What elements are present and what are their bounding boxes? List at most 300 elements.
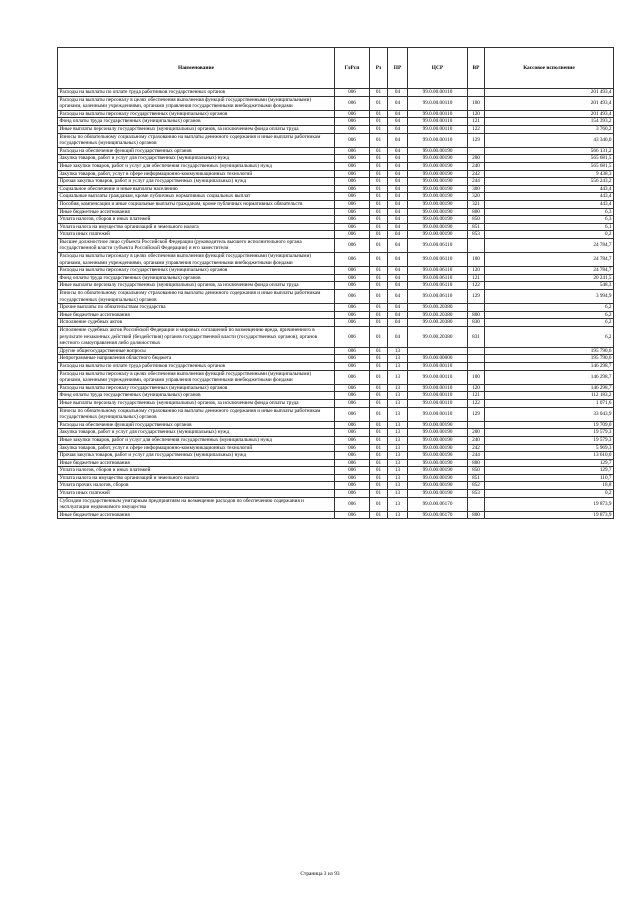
table-row bbox=[58, 384, 614, 392]
table-row bbox=[58, 125, 614, 133]
cell-rz: 01 bbox=[370, 133, 388, 147]
table-row bbox=[58, 452, 614, 460]
cell-pr: 04 bbox=[388, 162, 408, 170]
cell-rz: 01 bbox=[370, 274, 388, 282]
cell-vr: 100 bbox=[468, 370, 485, 384]
table-row bbox=[58, 436, 614, 444]
cell-grbs: 006 bbox=[335, 89, 370, 97]
cell-grbs: 006 bbox=[335, 110, 370, 118]
cell-grbs: 006 bbox=[335, 223, 370, 231]
cell-csr: 99.0.00.00110 bbox=[408, 110, 468, 118]
cell-pr: 04 bbox=[388, 178, 408, 186]
cell-sum: 6,1 bbox=[485, 223, 614, 231]
cell-sum: 6,2 bbox=[485, 319, 614, 327]
cell-vr: 830 bbox=[468, 319, 485, 327]
cell-csr: 99.0.00.00190 bbox=[408, 421, 468, 429]
cell-vr: 100 bbox=[468, 253, 485, 267]
cell-sum: 6,2 bbox=[485, 327, 614, 348]
cell-sum: 443,4 bbox=[485, 185, 614, 193]
cell-pr: 13 bbox=[388, 421, 408, 429]
cell-pr: 04 bbox=[388, 147, 408, 155]
cell-pr: 13 bbox=[388, 497, 408, 511]
cell-name: Уплата иных платежей bbox=[58, 231, 335, 239]
cell-sum: 548,3 bbox=[485, 282, 614, 290]
table-row bbox=[58, 347, 614, 355]
header-grbs: ГлРсп bbox=[335, 48, 370, 89]
cell-csr: 99.0.00.00190 bbox=[408, 490, 468, 498]
cell-pr: 04 bbox=[388, 125, 408, 133]
cell-grbs: 006 bbox=[335, 497, 370, 511]
cell-csr: 99.0.00.00190 bbox=[408, 162, 468, 170]
document-page bbox=[57, 47, 613, 519]
table-row bbox=[58, 511, 614, 519]
cell-vr: 853 bbox=[468, 231, 485, 239]
table-row bbox=[58, 253, 614, 267]
cell-vr: 320 bbox=[468, 193, 485, 201]
cell-rz: 01 bbox=[370, 110, 388, 118]
cell-grbs: 006 bbox=[335, 147, 370, 155]
cell-name: Иные выплаты персоналу государственных (муниципальных) органов, за исключением фонда оплаты труда bbox=[58, 125, 335, 133]
cell-name: Иные бюджетные ассигнования bbox=[58, 511, 335, 519]
cell-pr: 04 bbox=[388, 89, 408, 97]
cell-name: Уплата прочих налогов, сборов bbox=[58, 482, 335, 490]
cell-pr: 13 bbox=[388, 384, 408, 392]
cell-rz: 01 bbox=[370, 178, 388, 186]
cell-rz: 01 bbox=[370, 399, 388, 407]
cell-rz: 01 bbox=[370, 216, 388, 224]
cell-pr: 13 bbox=[388, 511, 408, 519]
cell-vr bbox=[468, 421, 485, 429]
cell-rz: 01 bbox=[370, 459, 388, 467]
cell-csr: 99.0.00.20380 bbox=[408, 304, 468, 312]
cell-csr: 99.0.00.00190 bbox=[408, 193, 468, 201]
cell-grbs: 006 bbox=[335, 474, 370, 482]
cell-csr: 99.0.00.00190 bbox=[408, 147, 468, 155]
table-row bbox=[58, 216, 614, 224]
cell-pr: 04 bbox=[388, 170, 408, 178]
cell-pr: 04 bbox=[388, 185, 408, 193]
cell-name: Прочая закупка товаров, работ и услуг для государственных (муниципальных) нужд bbox=[58, 452, 335, 460]
cell-sum: 18,8 bbox=[485, 482, 614, 490]
cell-sum: 24 784,7 bbox=[485, 267, 614, 275]
cell-vr: 850 bbox=[468, 467, 485, 475]
cell-sum: 0,2 bbox=[485, 490, 614, 498]
table-row bbox=[58, 170, 614, 178]
cell-pr: 04 bbox=[388, 319, 408, 327]
cell-rz: 01 bbox=[370, 392, 388, 400]
cell-sum: 6,3 bbox=[485, 216, 614, 224]
cell-name: Социальные выплаты гражданам, кроме публичных нормативных социальных выплат bbox=[58, 193, 335, 201]
cell-name: Непрограммные направления областного бюджета bbox=[58, 355, 335, 363]
cell-pr: 13 bbox=[388, 392, 408, 400]
cell-pr: 04 bbox=[388, 290, 408, 304]
table-row bbox=[58, 370, 614, 384]
cell-sum: 33 043,9 bbox=[485, 407, 614, 421]
cell-name: Иные закупки товаров, работ и услуг для обеспечения государственных (муниципальных) нужд bbox=[58, 162, 335, 170]
cell-name: Расходы на выплаты персоналу государственных (муниципальных) органов bbox=[58, 384, 335, 392]
cell-rz: 01 bbox=[370, 267, 388, 275]
cell-grbs: 006 bbox=[335, 370, 370, 384]
header-pr: ПР bbox=[388, 48, 408, 89]
cell-vr: 100 bbox=[468, 96, 485, 110]
cell-grbs: 006 bbox=[335, 311, 370, 319]
cell-csr: 99.0.00.00190 bbox=[408, 200, 468, 208]
cell-csr: 99.0.00.00190 bbox=[408, 208, 468, 216]
cell-pr: 04 bbox=[388, 274, 408, 282]
cell-rz: 01 bbox=[370, 193, 388, 201]
cell-csr: 99.0.00.06110 bbox=[408, 282, 468, 290]
cell-vr bbox=[468, 304, 485, 312]
cell-vr bbox=[468, 238, 485, 252]
cell-csr: 99.0.00.00190 bbox=[408, 429, 468, 437]
cell-grbs: 006 bbox=[335, 267, 370, 275]
cell-name: Исполнение судебных актов Российской Федерации и мировых соглашений по возмещению вреда, причиненного в результате незаконных действий (бездействия) органов государственной власти (государственных органов), органов местного самоуправления либо должностных bbox=[58, 327, 335, 348]
cell-grbs: 006 bbox=[335, 490, 370, 498]
cell-vr: 122 bbox=[468, 125, 485, 133]
cell-vr: 240 bbox=[468, 436, 485, 444]
cell-name: Исполнение судебных актов bbox=[58, 319, 335, 327]
budget-execution-table bbox=[57, 47, 614, 519]
cell-rz: 01 bbox=[370, 319, 388, 327]
cell-vr: 321 bbox=[468, 200, 485, 208]
cell-grbs: 006 bbox=[335, 155, 370, 163]
cell-name: Взносы по обязательному социальному страхованию на выплаты денежного содержания и иные выплаты работникам государственных (муниципальных) органов bbox=[58, 290, 335, 304]
cell-sum: 5 969,3 bbox=[485, 444, 614, 452]
cell-grbs: 006 bbox=[335, 178, 370, 186]
cell-csr: 99.0.00.06110 bbox=[408, 253, 468, 267]
cell-rz: 01 bbox=[370, 231, 388, 239]
cell-sum: 201 493,4 bbox=[485, 89, 614, 97]
cell-pr: 13 bbox=[388, 370, 408, 384]
cell-rz: 01 bbox=[370, 436, 388, 444]
cell-name: Иные выплаты персоналу государственных (муниципальных) органов, за исключением фонда оплаты труда bbox=[58, 399, 335, 407]
cell-name: Расходы на выплаты по оплате труда работников государственных органов bbox=[58, 362, 335, 370]
cell-pr: 13 bbox=[388, 355, 408, 363]
cell-grbs: 006 bbox=[335, 467, 370, 475]
cell-sum: 566 131,2 bbox=[485, 147, 614, 155]
cell-rz: 01 bbox=[370, 89, 388, 97]
cell-grbs: 006 bbox=[335, 429, 370, 437]
cell-grbs: 006 bbox=[335, 421, 370, 429]
cell-csr: 99.0.00.00110 bbox=[408, 133, 468, 147]
cell-csr: 99.0.00.00110 bbox=[408, 392, 468, 400]
cell-csr: 99.0.00.20380 bbox=[408, 311, 468, 319]
cell-csr: 99.0.00.00110 bbox=[408, 407, 468, 421]
cell-grbs: 006 bbox=[335, 355, 370, 363]
cell-grbs: 006 bbox=[335, 96, 370, 110]
cell-vr: 800 bbox=[468, 208, 485, 216]
cell-vr: 122 bbox=[468, 282, 485, 290]
cell-name: Закупка товаров, работ, услуг в сфере информационно-коммуникационных технологий bbox=[58, 444, 335, 452]
cell-rz: 01 bbox=[370, 162, 388, 170]
cell-vr: 242 bbox=[468, 170, 485, 178]
table-row bbox=[58, 147, 614, 155]
cell-sum: 129,7 bbox=[485, 467, 614, 475]
cell-name: Иные бюджетные ассигнования bbox=[58, 311, 335, 319]
cell-name: Уплата налогов, сборов и иных платежей bbox=[58, 467, 335, 475]
cell-grbs: 006 bbox=[335, 200, 370, 208]
cell-sum: 146 298,7 bbox=[485, 362, 614, 370]
cell-sum: 556 243,2 bbox=[485, 178, 614, 186]
header-name: Наименование bbox=[58, 48, 335, 89]
cell-pr: 04 bbox=[388, 200, 408, 208]
cell-pr: 13 bbox=[388, 474, 408, 482]
cell-grbs: 006 bbox=[335, 384, 370, 392]
cell-pr: 04 bbox=[388, 216, 408, 224]
cell-grbs: 006 bbox=[335, 162, 370, 170]
cell-vr: 129 bbox=[468, 290, 485, 304]
cell-vr bbox=[468, 362, 485, 370]
cell-sum: 146 298,7 bbox=[485, 370, 614, 384]
cell-rz: 01 bbox=[370, 118, 388, 126]
cell-rz: 01 bbox=[370, 290, 388, 304]
cell-pr: 04 bbox=[388, 282, 408, 290]
cell-vr: 129 bbox=[468, 407, 485, 421]
cell-csr: 99.0.00.00190 bbox=[408, 452, 468, 460]
cell-name: Фонд оплаты труда государственных (муниципальных) органов bbox=[58, 274, 335, 282]
cell-csr: 99.0.00.00000 bbox=[408, 355, 468, 363]
table-row bbox=[58, 155, 614, 163]
cell-sum: 201 493,4 bbox=[485, 96, 614, 110]
cell-rz: 01 bbox=[370, 421, 388, 429]
table-row bbox=[58, 327, 614, 348]
cell-rz: 01 bbox=[370, 238, 388, 252]
cell-pr: 04 bbox=[388, 118, 408, 126]
cell-rz: 01 bbox=[370, 253, 388, 267]
cell-csr: 99.0.00.00110 bbox=[408, 370, 468, 384]
cell-rz: 01 bbox=[370, 384, 388, 392]
cell-grbs: 006 bbox=[335, 185, 370, 193]
cell-vr: 122 bbox=[468, 399, 485, 407]
cell-vr: 120 bbox=[468, 110, 485, 118]
cell-name: Иные бюджетные ассигнования bbox=[58, 208, 335, 216]
table-row bbox=[58, 162, 614, 170]
cell-csr: 99.0.00.00190 bbox=[408, 459, 468, 467]
cell-grbs: 006 bbox=[335, 133, 370, 147]
table-body bbox=[58, 89, 614, 519]
cell-sum: 6,2 bbox=[485, 311, 614, 319]
table-row bbox=[58, 185, 614, 193]
cell-pr: 13 bbox=[388, 362, 408, 370]
cell-vr bbox=[468, 347, 485, 355]
cell-name: Фонд оплаты труда государственных (муниципальных) органов bbox=[58, 118, 335, 126]
table-row bbox=[58, 319, 614, 327]
cell-pr: 04 bbox=[388, 155, 408, 163]
cell-csr: 99.0.00.00190 bbox=[408, 170, 468, 178]
cell-sum: 443,4 bbox=[485, 200, 614, 208]
cell-grbs: 006 bbox=[335, 282, 370, 290]
header-vr: ВР bbox=[468, 48, 485, 89]
cell-name: Расходы на выплаты персоналу в целях обеспечения выполнения функций государственными (муниципальными) органами, казенными учреждениями, органами управления государственными внебюджетными фондами bbox=[58, 370, 335, 384]
cell-vr: 244 bbox=[468, 452, 485, 460]
cell-sum: 565 681,5 bbox=[485, 155, 614, 163]
cell-sum: 6,3 bbox=[485, 208, 614, 216]
cell-pr: 04 bbox=[388, 238, 408, 252]
cell-vr: 850 bbox=[468, 216, 485, 224]
cell-rz: 01 bbox=[370, 170, 388, 178]
cell-name: Уплата налога на имущество организаций и земельного налога bbox=[58, 474, 335, 482]
cell-vr: 851 bbox=[468, 223, 485, 231]
cell-pr: 13 bbox=[388, 467, 408, 475]
cell-sum: 565 681,5 bbox=[485, 162, 614, 170]
cell-rz: 01 bbox=[370, 370, 388, 384]
cell-sum: 24 784,7 bbox=[485, 253, 614, 267]
cell-name: Прочие выплаты по обязательствам государства bbox=[58, 304, 335, 312]
table-row bbox=[58, 311, 614, 319]
cell-pr: 13 bbox=[388, 429, 408, 437]
cell-sum: 6,2 bbox=[485, 304, 614, 312]
cell-sum: 201 493,4 bbox=[485, 110, 614, 118]
cell-name: Фонд оплаты труда государственных (муниципальных) органов bbox=[58, 392, 335, 400]
cell-name: Расходы на выплаты персоналу в целях обеспечения выполнения функций государственными (муниципальными) органами, казенными учреждениями, органами управления государственными внебюджетными фондами bbox=[58, 253, 335, 267]
cell-grbs: 006 bbox=[335, 444, 370, 452]
cell-pr: 04 bbox=[388, 311, 408, 319]
cell-name: Другие общегосударственные вопросы bbox=[58, 347, 335, 355]
cell-vr: 244 bbox=[468, 178, 485, 186]
cell-csr: 99.0.00.00190 bbox=[408, 474, 468, 482]
cell-rz: 01 bbox=[370, 362, 388, 370]
cell-sum: 110,7 bbox=[485, 474, 614, 482]
cell-sum: 129,7 bbox=[485, 459, 614, 467]
cell-name: Расходы на выплаты по оплате труда работников государственных органов bbox=[58, 89, 335, 97]
cell-name: Закупка товаров, работ и услуг для государственных (муниципальных) нужд bbox=[58, 429, 335, 437]
cell-csr: 99.0.00.00190 bbox=[408, 178, 468, 186]
cell-sum: 19 873,9 bbox=[485, 511, 614, 519]
header-sum: Кассовое исполнение bbox=[485, 48, 614, 89]
cell-vr: 800 bbox=[468, 459, 485, 467]
cell-vr: 121 bbox=[468, 392, 485, 400]
table-row bbox=[58, 282, 614, 290]
cell-pr: 04 bbox=[388, 193, 408, 201]
cell-grbs: 006 bbox=[335, 238, 370, 252]
table-row bbox=[58, 208, 614, 216]
cell-vr: 800 bbox=[468, 511, 485, 519]
cell-sum: 19 873,9 bbox=[485, 497, 614, 511]
cell-vr: 851 bbox=[468, 474, 485, 482]
cell-rz: 01 bbox=[370, 511, 388, 519]
cell-grbs: 006 bbox=[335, 125, 370, 133]
cell-sum: 20 241,5 bbox=[485, 274, 614, 282]
cell-grbs: 006 bbox=[335, 216, 370, 224]
cell-grbs: 006 bbox=[335, 208, 370, 216]
cell-csr: 99.0.00.00190 bbox=[408, 223, 468, 231]
cell-rz: 01 bbox=[370, 452, 388, 460]
cell-vr: 129 bbox=[468, 133, 485, 147]
cell-pr: 04 bbox=[388, 110, 408, 118]
cell-csr: 99.0.00.06110 bbox=[408, 290, 468, 304]
cell-name: Уплата налога на имущество организаций и земельного налога bbox=[58, 223, 335, 231]
cell-grbs: 006 bbox=[335, 290, 370, 304]
cell-csr: 99.0.00.20380 bbox=[408, 327, 468, 348]
table-row bbox=[58, 444, 614, 452]
cell-csr: 99.0.00.00190 bbox=[408, 231, 468, 239]
cell-pr: 04 bbox=[388, 96, 408, 110]
cell-name: Расходы на обеспечение функций государственных органов bbox=[58, 421, 335, 429]
cell-sum: 13 610,0 bbox=[485, 452, 614, 460]
cell-rz: 01 bbox=[370, 407, 388, 421]
cell-rz: 01 bbox=[370, 482, 388, 490]
cell-grbs: 006 bbox=[335, 253, 370, 267]
header-rz: Рз bbox=[370, 48, 388, 89]
cell-sum: 195 790,6 bbox=[485, 355, 614, 363]
cell-name: Иные закупки товаров, работ и услуг для обеспечения государственных (муниципальных) нужд bbox=[58, 436, 335, 444]
cell-name: Субсидии государственным унитарным предприятиям на возмещение расходов по обеспечению содержания и эксплуатации недвижимого имущества bbox=[58, 497, 335, 511]
cell-grbs: 006 bbox=[335, 452, 370, 460]
cell-sum: 43 340,0 bbox=[485, 133, 614, 147]
cell-pr: 13 bbox=[388, 459, 408, 467]
cell-grbs: 006 bbox=[335, 347, 370, 355]
cell-grbs: 006 bbox=[335, 482, 370, 490]
cell-sum: 24 784,7 bbox=[485, 238, 614, 252]
cell-rz: 01 bbox=[370, 96, 388, 110]
cell-vr: 121 bbox=[468, 118, 485, 126]
cell-vr bbox=[468, 355, 485, 363]
cell-grbs: 006 bbox=[335, 399, 370, 407]
cell-grbs: 006 bbox=[335, 362, 370, 370]
table-header-row bbox=[58, 48, 614, 89]
cell-csr bbox=[408, 347, 468, 355]
cell-sum: 19 709,0 bbox=[485, 421, 614, 429]
cell-pr: 04 bbox=[388, 327, 408, 348]
table-row bbox=[58, 193, 614, 201]
cell-sum: 9 438,3 bbox=[485, 170, 614, 178]
cell-rz: 01 bbox=[370, 327, 388, 348]
page-number-footer: Страница 3 из 93 bbox=[300, 871, 340, 877]
cell-rz: 01 bbox=[370, 467, 388, 475]
cell-grbs: 006 bbox=[335, 118, 370, 126]
cell-csr: 99.0.00.00110 bbox=[408, 125, 468, 133]
cell-pr: 04 bbox=[388, 208, 408, 216]
cell-csr: 99.0.00.00110 bbox=[408, 384, 468, 392]
cell-grbs: 006 bbox=[335, 392, 370, 400]
table-row bbox=[58, 467, 614, 475]
cell-csr: 99.0.00.00190 bbox=[408, 216, 468, 224]
cell-name: Расходы на выплаты персоналу государственных (муниципальных) органов bbox=[58, 110, 335, 118]
table-row bbox=[58, 238, 614, 252]
table-row bbox=[58, 200, 614, 208]
cell-csr: 99.0.00.00110 bbox=[408, 89, 468, 97]
cell-name: Уплата иных платежей bbox=[58, 490, 335, 498]
cell-vr: 120 bbox=[468, 384, 485, 392]
cell-csr: 99.0.00.00110 bbox=[408, 118, 468, 126]
cell-vr: 800 bbox=[468, 311, 485, 319]
cell-name: Взносы по обязательному социальному страхованию на выплаты денежного содержания и иные выплаты работникам государственных (муниципальных) органов bbox=[58, 407, 335, 421]
cell-sum: 146 298,7 bbox=[485, 384, 614, 392]
cell-grbs: 006 bbox=[335, 407, 370, 421]
cell-vr bbox=[468, 89, 485, 97]
table-row bbox=[58, 392, 614, 400]
cell-rz: 01 bbox=[370, 208, 388, 216]
cell-vr: 853 bbox=[468, 490, 485, 498]
cell-sum: 19 579,3 bbox=[485, 429, 614, 437]
cell-vr: 121 bbox=[468, 274, 485, 282]
cell-pr: 13 bbox=[388, 482, 408, 490]
cell-sum: 19 579,3 bbox=[485, 436, 614, 444]
table-row bbox=[58, 355, 614, 363]
cell-rz: 01 bbox=[370, 155, 388, 163]
cell-csr: 99.0.00.00110 bbox=[408, 399, 468, 407]
cell-rz: 01 bbox=[370, 355, 388, 363]
cell-grbs: 006 bbox=[335, 193, 370, 201]
cell-pr: 04 bbox=[388, 253, 408, 267]
cell-vr: 852 bbox=[468, 482, 485, 490]
cell-rz: 01 bbox=[370, 474, 388, 482]
cell-pr: 13 bbox=[388, 452, 408, 460]
table-row bbox=[58, 133, 614, 147]
table-row bbox=[58, 223, 614, 231]
cell-csr: 99.0.00.00190 bbox=[408, 436, 468, 444]
cell-name: Закупка товаров, работ и услуг для государственных (муниципальных) нужд bbox=[58, 155, 335, 163]
